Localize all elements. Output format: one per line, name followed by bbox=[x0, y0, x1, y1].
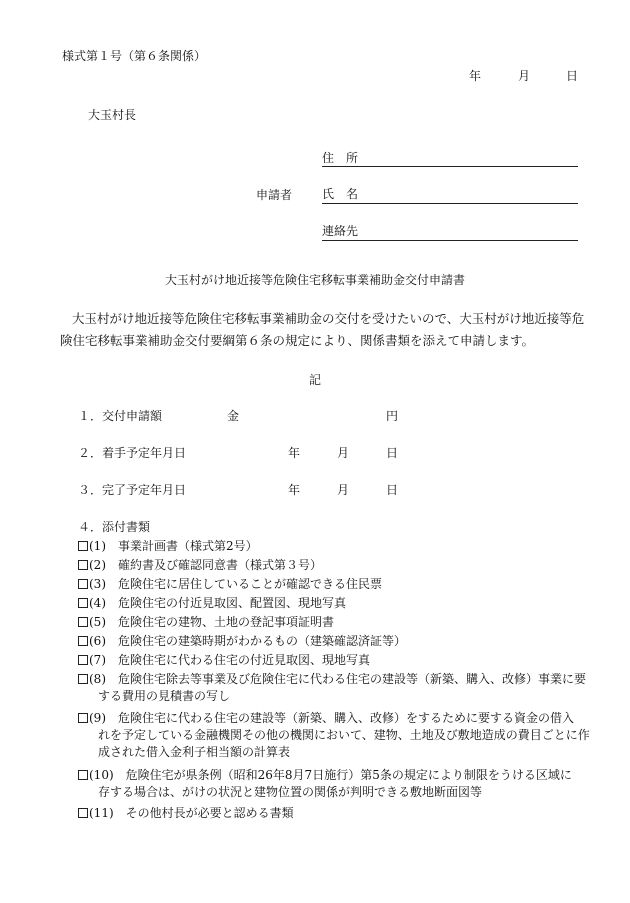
attachment-text: 危険住宅の建物、土地の登記事項証明書 bbox=[118, 615, 335, 629]
attachment-item bbox=[78, 595, 593, 612]
attachment-number: (10) bbox=[89, 768, 114, 782]
checkbox[interactable] bbox=[78, 713, 88, 723]
attachment-text: 危険住宅に代わる住宅の建設等（新築、購入、改修）をするために要する資金の借入 bbox=[118, 711, 575, 725]
attachment-number: (1) bbox=[89, 539, 106, 553]
attachments-label: ４．添付書類 bbox=[78, 520, 151, 534]
end-label: ３．完了予定年月日 bbox=[78, 483, 187, 497]
attachment-text: 危険住宅に代わる住宅の付近見取図、現地写真 bbox=[118, 653, 371, 667]
attachment-item bbox=[78, 767, 593, 801]
checkbox[interactable] bbox=[78, 674, 88, 684]
checkbox[interactable] bbox=[78, 541, 88, 551]
attachment-text-continued: 存する場合は、がけの状況と建物位置の関係が判明できる敷地断面図等 bbox=[98, 785, 483, 799]
attachment-number: (4) bbox=[89, 596, 106, 610]
amount-label: １．交付申請額 bbox=[78, 409, 163, 423]
name-field[interactable] bbox=[322, 203, 578, 204]
amount-kin: 金 bbox=[227, 409, 240, 423]
start-year: 年 bbox=[288, 446, 301, 460]
attachment-text: 事業計画書（様式第2号） bbox=[118, 539, 258, 553]
attachment-item bbox=[78, 652, 593, 669]
attachment-item bbox=[78, 710, 593, 761]
amount-yen: 円 bbox=[386, 409, 399, 423]
end-day: 日 bbox=[386, 483, 399, 497]
date-month: 月 bbox=[518, 69, 531, 83]
attachment-number: (8) bbox=[89, 672, 106, 686]
checkbox[interactable] bbox=[78, 636, 88, 646]
date-day: 日 bbox=[566, 69, 579, 83]
checkbox[interactable] bbox=[78, 770, 88, 780]
attachment-number: (3) bbox=[89, 577, 106, 591]
checkbox[interactable] bbox=[78, 808, 88, 818]
attachment-text: 確約書及び確認同意書（様式第３号） bbox=[118, 558, 323, 572]
attachment-item bbox=[78, 633, 593, 650]
attachment-item bbox=[78, 614, 593, 631]
attachment-number: (5) bbox=[89, 615, 106, 629]
attachment-item bbox=[78, 557, 593, 574]
body-paragraph: 大玉村がけ地近接等危険住宅移転事業補助金の交付を受けたいので、大玉村がけ地近接等危険住宅移転事業補助金交付要綱第６条の規定により、関係書類を添えて申請します。 bbox=[60, 311, 585, 348]
contact-field[interactable] bbox=[322, 240, 578, 241]
attachment-text-continued: する費用の見積書の写し bbox=[98, 689, 231, 703]
checkbox[interactable] bbox=[78, 617, 88, 627]
address-field[interactable] bbox=[322, 166, 578, 167]
attachment-number: (9) bbox=[89, 711, 106, 725]
ki-mark: 記 bbox=[308, 373, 321, 387]
attachment-item bbox=[78, 805, 593, 822]
start-month: 月 bbox=[337, 446, 350, 460]
attachment-item bbox=[78, 576, 593, 593]
attachment-item bbox=[78, 538, 593, 555]
form-number: 様式第１号（第６条関係） bbox=[62, 49, 207, 63]
checkbox[interactable] bbox=[78, 560, 88, 570]
attachment-item bbox=[78, 671, 593, 705]
attachment-number: (11) bbox=[89, 806, 114, 820]
start-label: ２．着手予定年月日 bbox=[78, 446, 187, 460]
attachment-number: (6) bbox=[89, 634, 106, 648]
attachment-text: 危険住宅が県条例（昭和26年8月7日施行）第5条の規定により制限をうける区域に bbox=[125, 768, 572, 782]
attachment-text: 危険住宅除去等事業及び危険住宅に代わる住宅の建設等（新築、購入、改修）事業に要 bbox=[118, 672, 587, 686]
end-month: 月 bbox=[337, 483, 350, 497]
date-year: 年 bbox=[469, 69, 482, 83]
address-label: 住 所 bbox=[322, 151, 359, 165]
checkbox[interactable] bbox=[78, 579, 88, 589]
attachment-number: (2) bbox=[89, 558, 106, 572]
start-day: 日 bbox=[386, 446, 399, 460]
attachment-text: その他村長が必要と認める書類 bbox=[125, 806, 294, 820]
checkbox[interactable] bbox=[78, 598, 88, 608]
attachment-number: (7) bbox=[89, 653, 106, 667]
name-label: 氏 名 bbox=[322, 187, 359, 201]
attachment-text: 危険住宅の付近見取図、配置図、現地写真 bbox=[118, 596, 347, 610]
attachment-text-continued: れを予定している金融機関その他の機関において、建物、土地及び敷地造成の費目ごとに作成された借入金利子相当額の計算表 bbox=[98, 728, 590, 759]
document-title: 大玉村がけ地近接等危険住宅移転事業補助金交付申請書 bbox=[164, 273, 465, 287]
end-year: 年 bbox=[288, 483, 301, 497]
checkbox[interactable] bbox=[78, 655, 88, 665]
contact-label: 連絡先 bbox=[322, 224, 359, 238]
addressee: 大玉村長 bbox=[88, 108, 137, 122]
attachment-text: 危険住宅の建築時期がわかるもの（建築確認済証等） bbox=[118, 634, 407, 648]
applicant-label: 申請者 bbox=[256, 188, 293, 202]
attachment-text: 危険住宅に居住していることが確認できる住民票 bbox=[118, 577, 383, 591]
